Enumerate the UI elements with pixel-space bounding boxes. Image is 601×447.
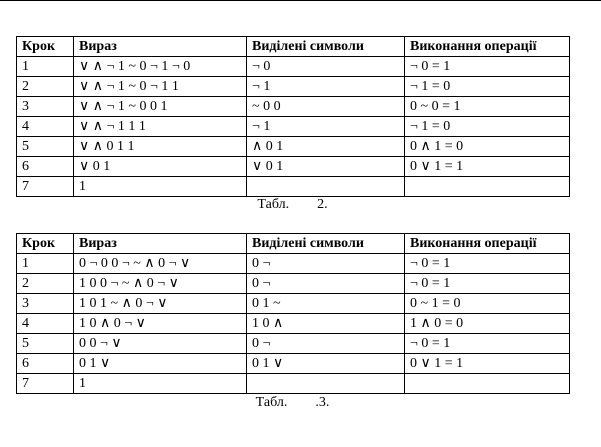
cell-expression: 1 0 1 ~ ∧ 0 ¬ ∨ (74, 294, 247, 314)
cell-operation (405, 177, 570, 197)
cell-expression: ∨ ∧ ¬ 1 ~ 0 0 1 (74, 97, 247, 117)
cell-expression: ∨ ∧ ¬ 1 1 1 (74, 117, 247, 137)
cell-operation: ¬ 1 = 0 (405, 77, 570, 97)
table-row (17, 157, 570, 177)
cell-step: 2 (17, 274, 74, 294)
cell-selected: ¬ 0 (247, 57, 405, 77)
table-row (17, 374, 570, 394)
cell-step: 4 (17, 117, 74, 137)
cell-expression: ∨ 0 1 (74, 157, 247, 177)
cell-selected: 0 1 ∨ (247, 354, 405, 374)
cell-expression: 0 0 ¬ ∨ (74, 334, 247, 354)
cell-selected: 0 ¬ (247, 334, 405, 354)
cell-selected (247, 177, 405, 197)
cell-expression: 0 1 ∨ (74, 354, 247, 374)
cell-step: 5 (17, 137, 74, 157)
cell-step: 4 (17, 314, 74, 334)
table-1-caption (16, 196, 569, 214)
cell-operation: ¬ 1 = 0 (405, 117, 570, 137)
header-operation: Виконання операції (405, 234, 570, 254)
header-step: Крок (17, 37, 74, 57)
cell-selected: ~ 0 0 (247, 97, 405, 117)
cell-operation: 0 ~ 0 = 1 (405, 97, 570, 117)
cell-step: 1 (17, 254, 74, 274)
table-row (17, 177, 570, 197)
cell-step: 6 (17, 157, 74, 177)
top-border-line (0, 0, 601, 1)
table-header-row (17, 234, 570, 254)
cell-step: 6 (17, 354, 74, 374)
table-row (17, 57, 570, 77)
cell-operation (405, 374, 570, 394)
cell-step: 3 (17, 97, 74, 117)
cell-selected (247, 374, 405, 394)
table-row (17, 117, 570, 137)
cell-operation: 0 ~ 1 = 0 (405, 294, 570, 314)
table-row (17, 314, 570, 334)
evaluation-table-1 (16, 36, 570, 197)
cell-expression: 1 (74, 374, 247, 394)
cell-operation: 0 ∨ 1 = 1 (405, 157, 570, 177)
table-row (17, 354, 570, 374)
cell-expression: 1 (74, 177, 247, 197)
cell-selected: ∨ 0 1 (247, 157, 405, 177)
cell-selected: 0 ¬ (247, 254, 405, 274)
cell-selected: ¬ 1 (247, 77, 405, 97)
header-expression: Вираз (74, 37, 247, 57)
cell-operation: ¬ 0 = 1 (405, 334, 570, 354)
cell-selected: 0 1 ~ (247, 294, 405, 314)
cell-expression: ∨ ∧ ¬ 1 ~ 0 ¬ 1 1 (74, 77, 247, 97)
table-2-caption (16, 394, 569, 412)
header-selected-symbols: Виділені символи (247, 234, 405, 254)
cell-selected: ¬ 1 (247, 117, 405, 137)
caption-prefix: Табл. (257, 197, 290, 212)
cell-expression: ∨ ∧ ¬ 1 ~ 0 ¬ 1 ¬ 0 (74, 57, 247, 77)
cell-expression: 1 0 0 ¬ ~ ∧ 0 ¬ ∨ (74, 274, 247, 294)
cell-selected: ∧ 0 1 (247, 137, 405, 157)
header-selected-symbols: Виділені символи (247, 37, 405, 57)
cell-expression: 1 0 ∧ 0 ¬ ∨ (74, 314, 247, 334)
cell-step: 2 (17, 77, 74, 97)
cell-selected: 1 0 ∧ (247, 314, 405, 334)
table-row (17, 334, 570, 354)
caption-prefix: Табл. (255, 395, 288, 410)
cell-operation: ¬ 0 = 1 (405, 254, 570, 274)
table-row (17, 294, 570, 314)
cell-expression: 0 ¬ 0 0 ¬ ~ ∧ 0 ¬ ∨ (74, 254, 247, 274)
cell-step: 7 (17, 177, 74, 197)
cell-expression: ∨ ∧ 0 1 1 (74, 137, 247, 157)
cell-step: 1 (17, 57, 74, 77)
table-row (17, 77, 570, 97)
caption-number: .3. (315, 395, 330, 410)
evaluation-table-2 (16, 233, 570, 394)
table-row (17, 254, 570, 274)
cell-selected: 0 ¬ (247, 274, 405, 294)
cell-step: 5 (17, 334, 74, 354)
table-row (17, 137, 570, 157)
table-header-row (17, 37, 570, 57)
cell-operation: ¬ 0 = 1 (405, 274, 570, 294)
cell-operation: 0 ∧ 1 = 0 (405, 137, 570, 157)
cell-step: 3 (17, 294, 74, 314)
table-row (17, 97, 570, 117)
cell-operation: 1 ∧ 0 = 0 (405, 314, 570, 334)
caption-number: 2. (317, 197, 328, 212)
header-step: Крок (17, 234, 74, 254)
header-operation: Виконання операції (405, 37, 570, 57)
header-expression: Вираз (74, 234, 247, 254)
table-row (17, 274, 570, 294)
cell-operation: 0 ∨ 1 = 1 (405, 354, 570, 374)
cell-operation: ¬ 0 = 1 (405, 57, 570, 77)
cell-step: 7 (17, 374, 74, 394)
